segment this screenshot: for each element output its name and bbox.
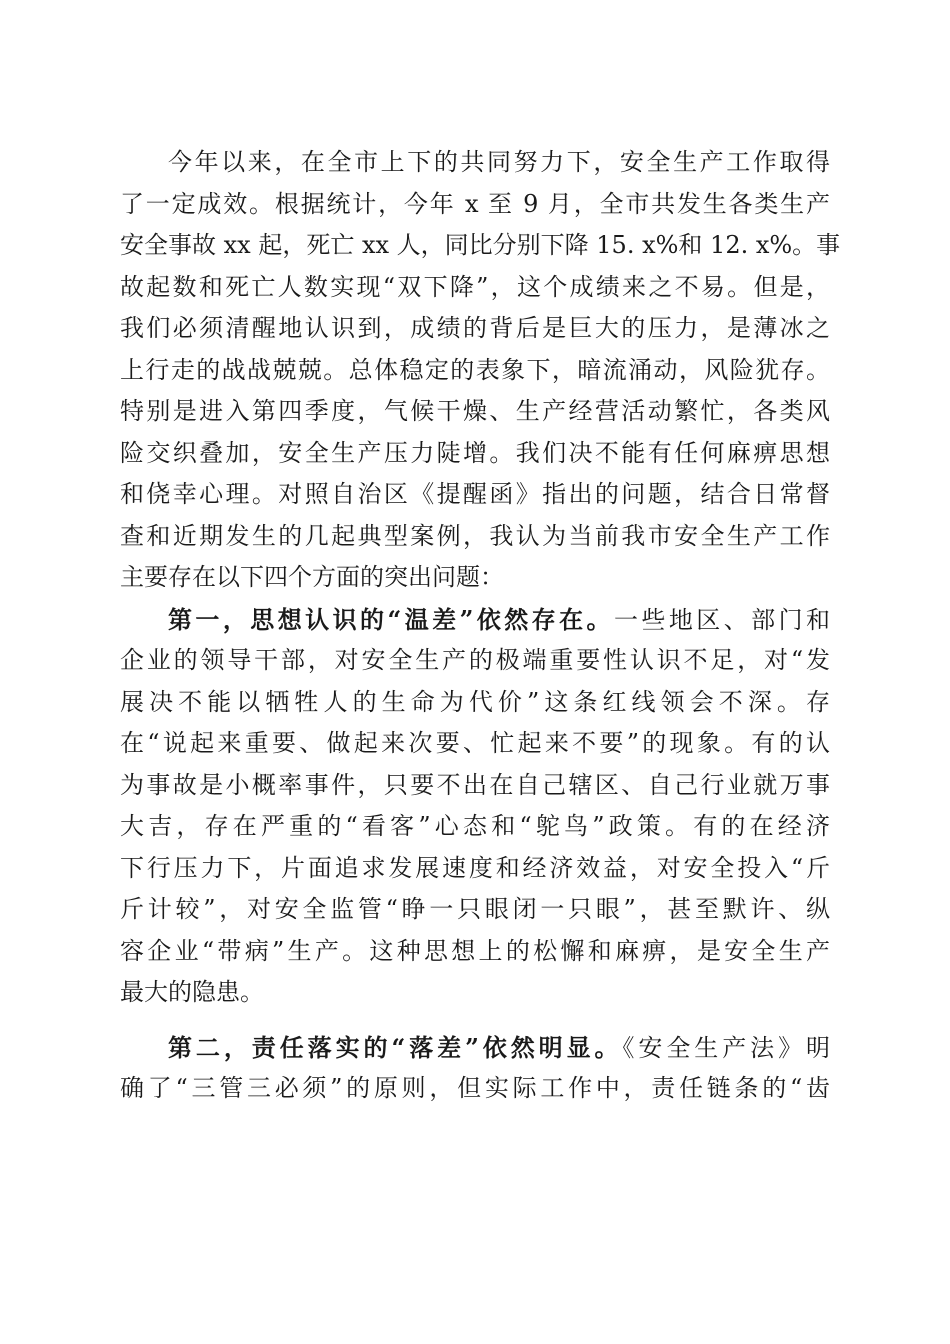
- text-line: 我们必须清醒地认识到，成绩的背后是巨大的压力，是薄冰之: [120, 314, 830, 342]
- text-line: 最大的隐患。: [120, 978, 264, 1006]
- text-line: 特别是进入第四季度，气候干燥、生产经营活动繁忙，各类风: [120, 397, 830, 425]
- text-line: 安全事故 xx 起，死亡 xx 人，同比分别下降 15. x%和 12. x%。事: [120, 231, 841, 259]
- text-line: 今年以来，在全市上下的共同努力下，安全生产工作取得: [168, 148, 830, 176]
- text-run: 一些地区、部门和: [613, 605, 830, 634]
- text-line: 查和近期发生的几起典型案例，我认为当前我市安全生产工作: [120, 521, 830, 550]
- text-line: 确了“三管三必须”的原则，但实际工作中，责任链条的“齿: [120, 1074, 830, 1102]
- paragraph-point-one: [120, 599, 830, 1014]
- text-line: 上行走的战战兢兢。总体稳定的表象下，暗流涌动，风险犹存。: [120, 355, 830, 384]
- text-line: 为事故是小概率事件，只要不出在自己辖区、自己行业就万事: [120, 770, 830, 799]
- text-line: 大吉，存在严重的“看客”心态和“鸵鸟”政策。有的在经济: [120, 812, 830, 840]
- text-line: [120, 1027, 830, 1069]
- paragraph-spacer: [120, 1014, 830, 1027]
- text-line: 容企业“带病”生产。这种思想上的松懈和麻痹，是安全生产: [120, 936, 830, 965]
- text-line: 下行压力下，片面追求发展速度和经济效益，对安全投入“斤: [120, 853, 830, 882]
- text-line: 斤计较”，对安全监管“睁一只眼闭一只眼”，甚至默许、纵: [120, 895, 830, 923]
- paragraph-heading: 第一，思想认识的“温差”依然存在。: [168, 604, 614, 634]
- text-run: 《安全生产法》明: [622, 1033, 830, 1062]
- text-line: 险交织叠加，安全生产压力陡增。我们决不能有任何麻痹思想: [120, 438, 830, 467]
- paragraph-point-two: [120, 1027, 830, 1110]
- text-line: 主要存在以下四个方面的突出问题：: [120, 563, 504, 591]
- paragraph-heading: 第二，责任落实的“落差”依然明显。: [168, 1032, 623, 1062]
- text-line: [120, 599, 830, 641]
- document-body: [120, 142, 841, 1110]
- text-line: 故起数和死亡人数实现“双下降”，这个成绩来之不易。但是，: [120, 272, 830, 301]
- paragraph-intro: [120, 142, 841, 599]
- text-line: 在“说起来重要、做起来次要、忙起来不要”的现象。有的认: [120, 729, 830, 757]
- text-line: 和侥幸心理。对照自治区《提醒函》指出的问题，结合日常督: [120, 480, 830, 508]
- text-line: 企业的领导干部，对安全生产的极端重要性认识不足，对“发: [120, 646, 830, 674]
- text-line: 展决不能以牺牲人的生命为代价”这条红线领会不深。存: [120, 687, 830, 716]
- text-line: 了一定成效。根据统计，今年 x 至 9 月，全市共发生各类生产: [120, 189, 830, 218]
